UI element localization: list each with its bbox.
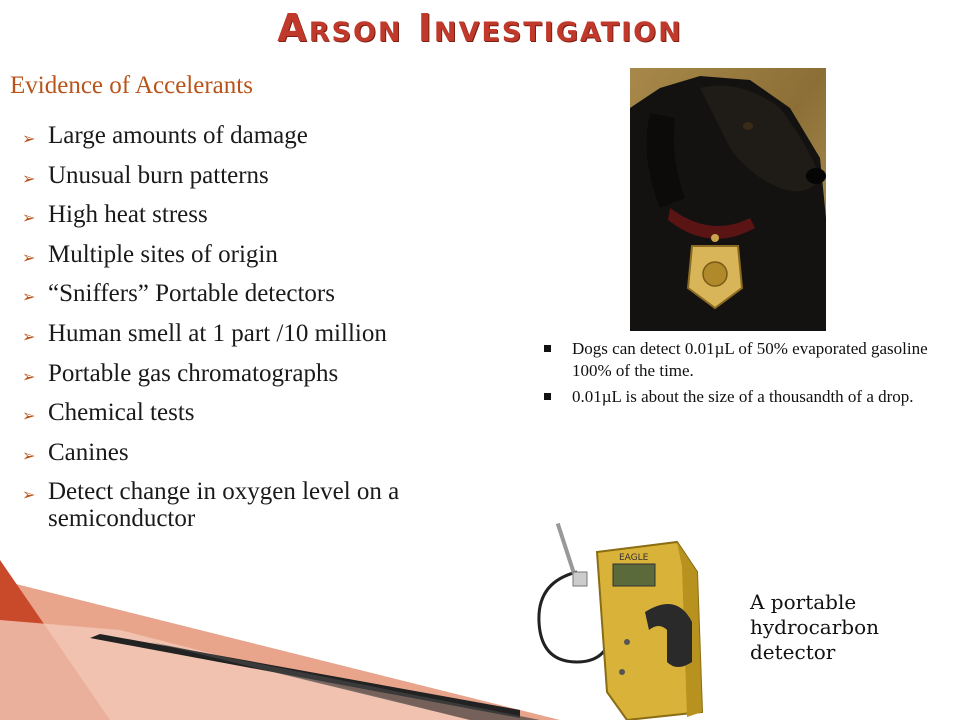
bullet-text: Canines bbox=[48, 438, 129, 466]
bullet-text: Detect change in oxygen level on a semiconductor bbox=[48, 478, 400, 533]
arrowhead-bullet-icon: ➢ bbox=[22, 406, 36, 426]
bullet-text: Unusual burn patterns bbox=[48, 161, 269, 189]
bullet-item bbox=[22, 478, 522, 532]
square-bullet-icon bbox=[544, 393, 551, 400]
bullet-text: Multiple sites of origin bbox=[48, 240, 278, 268]
arrowhead-bullet-icon: ➢ bbox=[22, 445, 36, 465]
evidence-bullet-list bbox=[22, 122, 522, 545]
slide-title: Arson Investigation bbox=[277, 6, 683, 50]
arrowhead-bullet-icon: ➢ bbox=[22, 485, 36, 505]
bullet-item bbox=[22, 320, 522, 347]
decorative-swoosh bbox=[0, 560, 560, 720]
bullet-text: Large amounts of damage bbox=[48, 122, 308, 149]
hydrocarbon-detector-image bbox=[527, 512, 737, 720]
arrowhead-bullet-icon: ➢ bbox=[22, 366, 36, 386]
fact-item bbox=[540, 386, 950, 408]
dog-facts-list bbox=[540, 338, 950, 412]
arrowhead-bullet-icon: ➢ bbox=[22, 168, 36, 188]
bullet-text: High heat stress bbox=[48, 201, 208, 229]
fact-text: 0.01µL is about the size of a thousandth of a drop. bbox=[572, 387, 914, 406]
arrowhead-bullet-icon: ➢ bbox=[22, 326, 36, 346]
bullet-item bbox=[22, 201, 522, 228]
detector-brand-label: EAGLE bbox=[619, 553, 649, 563]
bullet-text: Chemical tests bbox=[48, 399, 195, 427]
bullet-item bbox=[22, 360, 522, 387]
square-bullet-icon bbox=[544, 345, 551, 352]
bullet-text: “Sniffers” Portable detectors bbox=[48, 280, 335, 308]
bullet-text: Portable gas chromatographs bbox=[48, 359, 339, 387]
bullet-item bbox=[22, 439, 522, 466]
arrowhead-bullet-icon: ➢ bbox=[22, 287, 36, 307]
detector-caption: A portable hydrocarbon detector bbox=[750, 590, 879, 664]
fact-item bbox=[540, 338, 950, 382]
arrowhead-bullet-icon: ➢ bbox=[22, 208, 36, 228]
bullet-item bbox=[22, 162, 522, 189]
bullet-text: Human smell at 1 part /10 million bbox=[48, 319, 387, 347]
fact-text: Dogs can detect 0.01µL of 50% evaporated gasoline 100% of the time. bbox=[572, 339, 928, 380]
slide-subtitle: Evidence of Accelerants bbox=[10, 72, 253, 99]
bullet-item bbox=[22, 280, 522, 307]
bullet-item bbox=[22, 122, 522, 149]
bullet-item bbox=[22, 241, 522, 268]
dog-photo bbox=[630, 68, 826, 331]
arrowhead-bullet-icon: ➢ bbox=[22, 129, 36, 148]
bullet-item bbox=[22, 399, 522, 426]
arrowhead-bullet-icon: ➢ bbox=[22, 247, 36, 267]
